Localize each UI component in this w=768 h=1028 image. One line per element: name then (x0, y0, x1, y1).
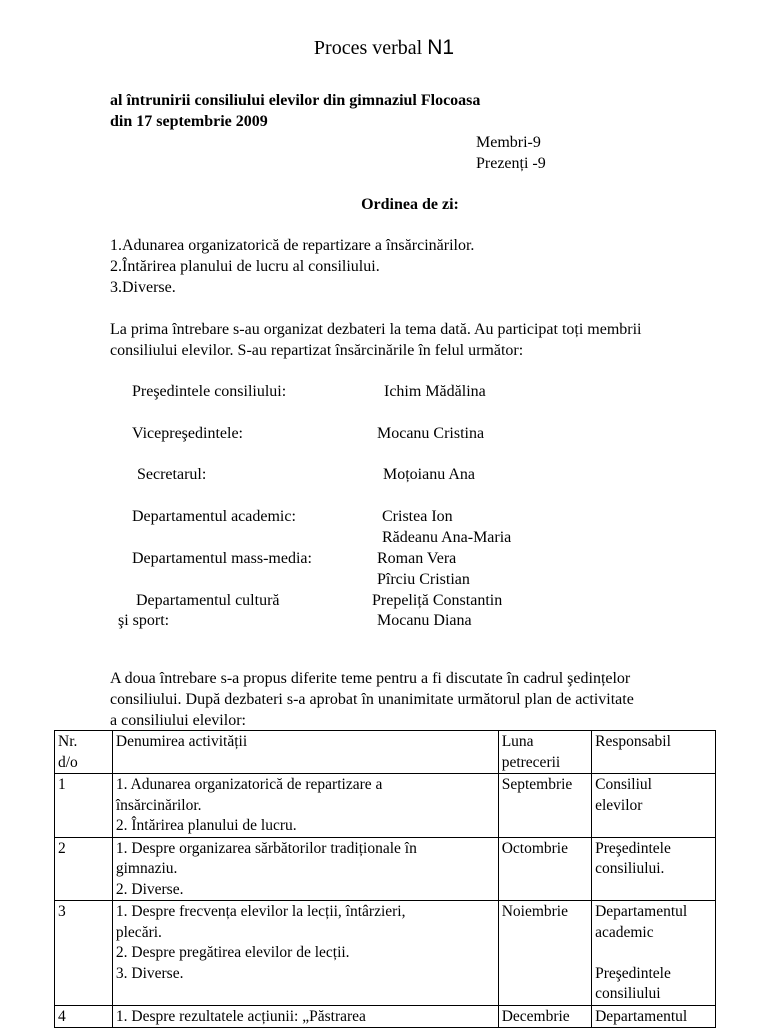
row-activities: 1. Despre rezultatele acțiunii: „Păstrarea (112, 1005, 498, 1028)
row-responsible: Consiliul elevilor (592, 774, 716, 838)
row-nr: 3 (55, 901, 113, 1006)
second-question-line-1: A doua întrebare s-a propus diferite teme pentru a fi discutate în cadrul şedințelor (110, 670, 631, 687)
header-activity: Denumirea activității (112, 731, 498, 774)
agenda-heading: Ordinea de zi: (361, 196, 459, 213)
row-activities: 1. Despre organizarea sărbătorilor tradiționale în gimnaziu. 2. Diverse. (112, 837, 498, 901)
row-month: Octombrie (498, 837, 591, 901)
title-number: N1 (427, 36, 455, 59)
role-label-academic: Departamentul academic: (132, 508, 296, 525)
role-label-vice-president: Vicepreşedintele: (132, 425, 243, 442)
agenda-item-1: 1.Adunarea organizatorică de repartizare a însărcinărilor. (110, 237, 475, 254)
row-nr: 1 (55, 774, 113, 838)
role-name-secretary: Moțoianu Ana (383, 466, 475, 483)
row-month: Decembrie (498, 1005, 591, 1028)
role-name-academic-2: Rădeanu Ana-Maria (382, 529, 512, 546)
row-month: Noiembrie (498, 901, 591, 1006)
table-header-row (55, 731, 716, 774)
role-label-secretary: Secretarul: (137, 466, 207, 483)
header-responsible: Responsabil (592, 731, 716, 774)
role-name-mass-media-1: Roman Vera (377, 550, 457, 567)
role-label-mass-media: Departamentul mass-media: (132, 550, 312, 567)
header-nr: Nr. d/o (55, 731, 113, 774)
first-question-line-1: La prima întrebare s-au organizat dezbateri la tema dată. Au participat toți membrii (110, 321, 642, 338)
row-responsible: Preşedintele consiliului. (592, 837, 716, 901)
role-name-culture-2: Mocanu Diana (377, 612, 472, 629)
table-row (55, 774, 716, 838)
table-row (55, 901, 716, 1006)
role-name-vice-president: Mocanu Cristina (377, 425, 485, 442)
role-name-president: Ichim Mădălina (384, 383, 486, 400)
row-nr: 2 (55, 837, 113, 901)
role-label-culture-line-2: şi sport: (118, 612, 170, 629)
activity-plan-table (54, 730, 716, 1028)
header-month: Luna petrecerii (498, 731, 591, 774)
first-question-line-2: consiliului elevilor. S-au repartizat însărcinările în felul următor: (110, 342, 524, 359)
row-activities: 1. Adunarea organizatorică de repartizare a însărcinărilor. 2. Întărirea planului de lucru. (112, 774, 498, 838)
document-title (0, 38, 768, 59)
role-name-academic-1: Cristea Ion (382, 508, 453, 525)
row-responsible: Departamentul academic Preşedintele consiliului (592, 901, 716, 1006)
role-name-mass-media-2: Pîrciu Cristian (377, 571, 470, 588)
second-question-line-3: a consiliului elevilor: (110, 712, 246, 729)
table-row (55, 1005, 716, 1028)
role-label-president: Preşedintele consiliului: (132, 383, 287, 400)
row-nr: 4 (55, 1005, 113, 1028)
row-responsible: Departamentul (592, 1005, 716, 1028)
subtitle-line-1: al întrunirii consiliului elevilor din gimnaziul Flocoasa (110, 92, 481, 109)
title-prefix: Proces verbal (313, 37, 428, 59)
subtitle-line-2: din 17 septembrie 2009 (110, 113, 268, 130)
agenda-item-3: 3.Diverse. (110, 279, 176, 296)
table-row (55, 837, 716, 901)
row-activities: 1. Despre frecvența elevilor la lecții, întârzieri, plecări. 2. Despre pregătirea elevilor de lecții. 3. Diverse. (112, 901, 498, 1006)
second-question-line-2: consiliului. După dezbateri s-a aprobat în unanimitate următorul plan de activitate (110, 691, 634, 708)
present-count: Prezenți -9 (476, 155, 546, 172)
members-count: Membri-9 (476, 134, 541, 151)
role-label-culture-line-1: Departamentul cultură (136, 592, 280, 609)
row-month: Septembrie (498, 774, 591, 838)
role-name-culture-1: Prepeliță Constantin (372, 592, 503, 609)
agenda-item-2: 2.Întărirea planului de lucru al consiliului. (110, 258, 380, 275)
